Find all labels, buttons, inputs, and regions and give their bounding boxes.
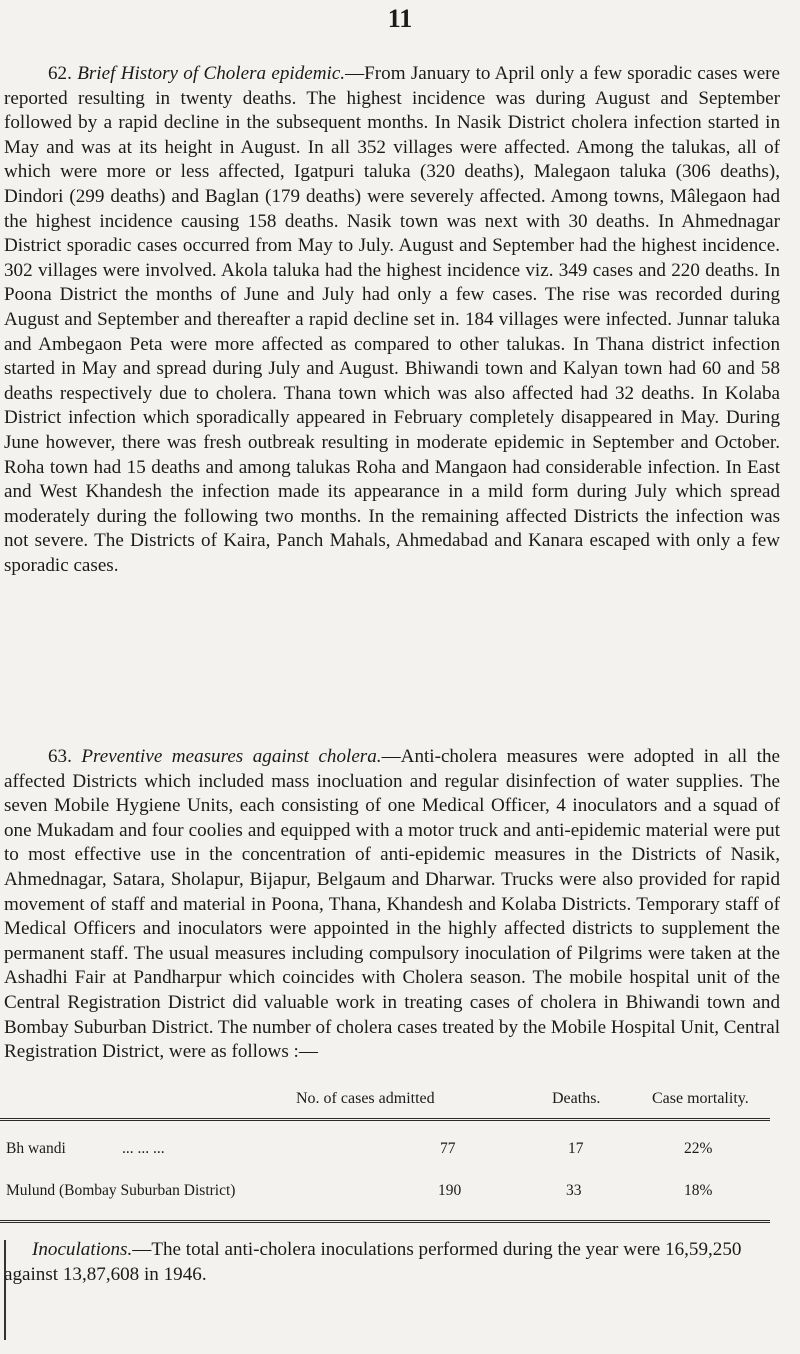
paragraph-63-number: 63. [48, 746, 72, 767]
header-cases-admitted: No. of cases admitted [296, 1090, 435, 1107]
paragraph-62-number: 62. [48, 63, 72, 84]
table-bottom-rule [0, 1220, 770, 1223]
row-mortality: 18% [684, 1182, 713, 1199]
row-deaths: 17 [568, 1140, 584, 1157]
paragraph-62 [4, 62, 780, 578]
row-admitted: 77 [440, 1140, 456, 1157]
inoculations-body: —The total anti-cholera inoculations performed during the year were 16,59,250 against 13,87,608 in 1946. [4, 1239, 742, 1285]
header-deaths: Deaths. [552, 1090, 601, 1107]
paragraph-63 [4, 745, 780, 1065]
table-row [0, 1182, 800, 1206]
paragraph-62-title: Brief History of Cholera epidemic. [77, 63, 346, 84]
row-place: Mulund (Bombay Suburban District) [6, 1182, 236, 1199]
header-case-mortality: Case mortality. [652, 1090, 749, 1107]
paragraph-62-body: —From January to April only a few sporadic cases were reported resulting in twenty deaths. The highest incidence was during August and September followed by a rapid decline in the subsequent months. In Nasik District cholera infection started in May and was at its height in August. In all 352 villages were affected. Among the talukas, all of which were more or less affected, Igatpuri taluka (320 deaths), Malegaon taluka (306 deaths), Dindori (299 deaths) and Baglan (179 deaths) were severely affected. Among towns, Mâlegaon had the highest incidence causing 158 deaths. Nasik town was next with 30 deaths. In Ahmednagar District sporadic cases occurred from May to July. August and September had the highest incidence. 302 villages were involved. Akola taluka had the highest incidence viz. 349 cases and 220 deaths. In Poona District the months of June and July had only a few cases. The rise was recorded during August and September and thereafter a rapid decline set in. 184 villages were infected. Junnar taluka and Ambegaon Peta were more affected as compared to other talukas. In Thana district infection started in May and spread during July and August. Bhiwandi town and Kalyan town had 60 and 58 deaths respectively due to cholera. Thana town which was also affected had 32 deaths. In Kolaba District infection which sporadically appeared in February completely disappeared in May. During June however, there was fresh outbreak resulting in moderate epidemic in September and October. Roha town had 15 deaths and among talukas Roha and Mangaon had considerable infection. In East and West Khandesh the infection made its appearance in a mild form during July which spread moderately during the following two months. In the remaining affected Districts the infection was not severe. The Districts of Kaira, Panch Mahals, Ahmedabad and Kanara escaped with only a few sporadic cases. [4, 63, 780, 576]
row-deaths: 33 [566, 1182, 582, 1199]
page-number: 11 [387, 4, 413, 33]
paragraph-63-title: Preventive measures against cholera. [81, 746, 382, 767]
inoculations-title: Inoculations. [32, 1239, 133, 1260]
row-place: Bh wandi [6, 1140, 66, 1157]
row-leader-dots: ... ... ... [122, 1140, 165, 1157]
inoculations-paragraph [4, 1238, 780, 1287]
paragraph-63-body: —Anti-cholera measures were adopted in all the affected Districts which included mass inocluation and regular disinfection of water supplies. The seven Mobile Hygiene Units, each consisting of one Medical Officer, 4 inoculators and a squad of one Mukadam and four coolies and equipped with a motor truck and anti-epidemic material were put to most effective use in the concentration of anti-epidemic measures in the Districts of Nasik, Ahmednagar, Satara, Sholapur, Bijapur, Belgaum and Dharwar. Trucks were also provided for rapid movement of staff and material in Poona, Thana, Khandesh and Kolaba Districts. Temporary staff of Medical Officers and inoculators were appointed in the highly affected districts to supplement the permanent staff. The usual measures including compulsory inoculation of Pilgrims were taken at the Ashadhi Fair at Pandharpur which coincides with Cholera season. The mobile hospital unit of the Central Registration District did valuable work in treating cases of cholera in Bhiwandi town and Bombay Suburban District. The number of cholera cases treated by the Mobile Hospital Unit, Central Registration District, were as follows :— [4, 746, 780, 1063]
table-header-row [0, 1090, 800, 1114]
table-row [0, 1140, 800, 1164]
table-top-rule [0, 1118, 770, 1121]
row-mortality: 22% [684, 1140, 713, 1157]
row-admitted: 190 [438, 1182, 462, 1199]
